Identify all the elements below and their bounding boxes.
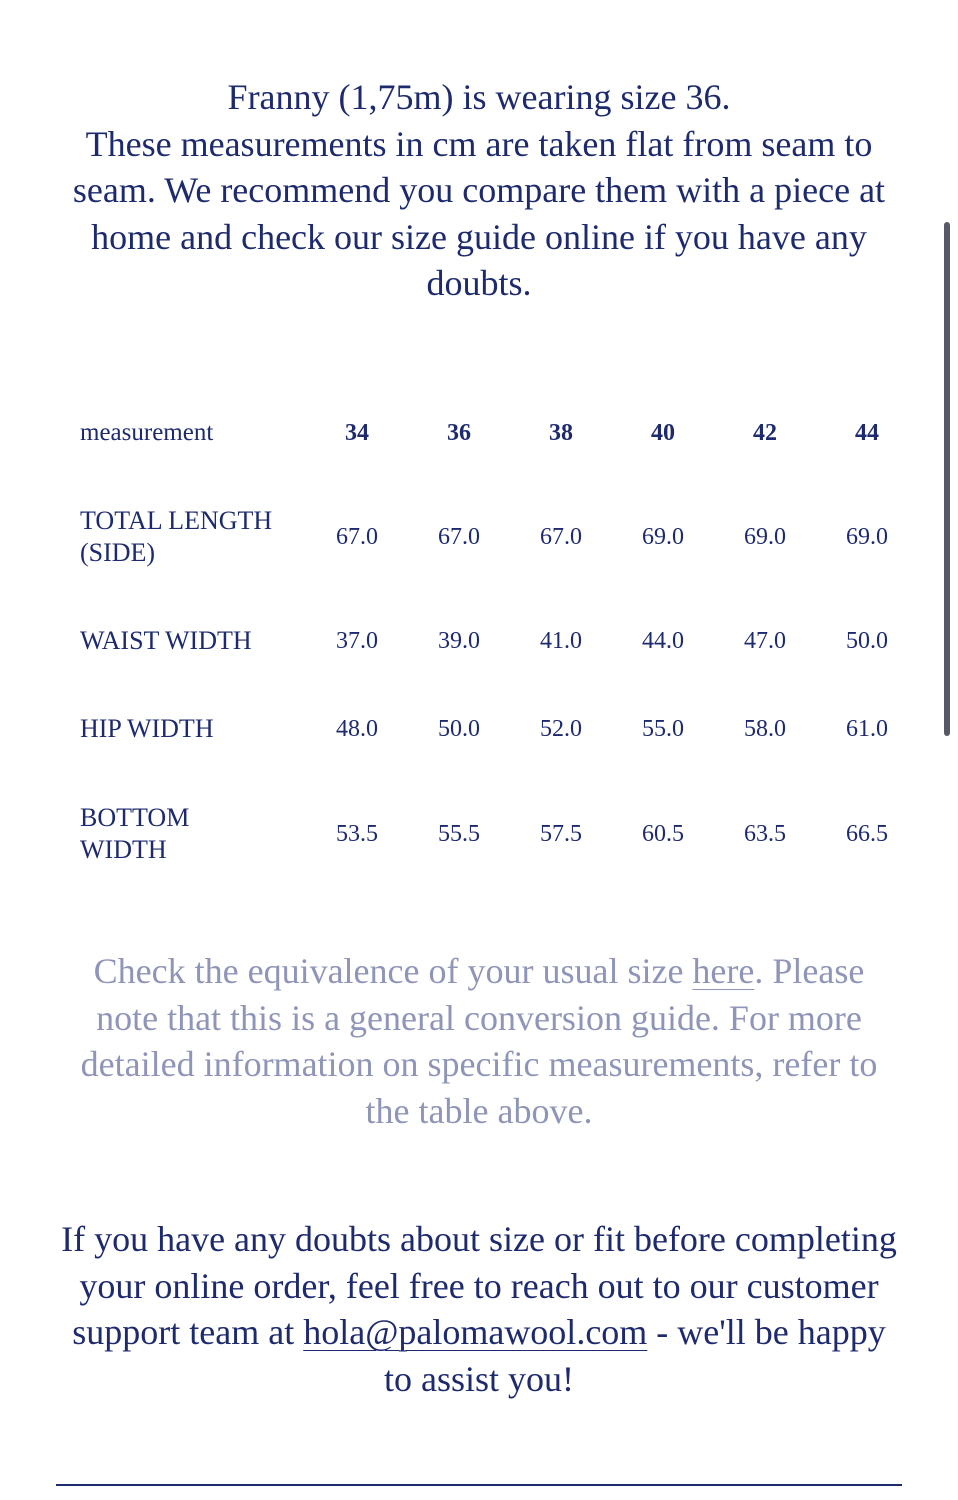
size-guide-link[interactable]: here: [692, 951, 755, 991]
size-conversion-note: [70, 948, 888, 1134]
contact-text: If you have any doubts about size or fit before completing your online order, feel free to reach out to our customer support team at: [61, 1219, 897, 1352]
row-label: HIP WIDTH: [80, 714, 214, 743]
table-cell: 58.0: [744, 715, 786, 742]
table-cell: 69.0: [846, 523, 888, 550]
table-cell: 37.0: [336, 627, 378, 654]
table-cell: 55.5: [438, 820, 480, 847]
row-label: BOTTOM WIDTH: [80, 803, 190, 864]
model-size-text: Franny (1,75m) is wearing size 36.: [227, 77, 731, 117]
table-cell: 61.0: [846, 715, 888, 742]
divider: [56, 1484, 902, 1486]
contact-support-text: [60, 1216, 898, 1402]
support-email-link[interactable]: hola@palomawool.com: [303, 1312, 648, 1352]
table-cell: 50.0: [846, 627, 888, 654]
note-text: . Please note that this is a general conversion guide. For more detailed information on specific measurements, refer to the table above.: [80, 951, 878, 1131]
table-cell: 55.0: [642, 715, 684, 742]
table-row-hip-width: [80, 713, 910, 745]
measurement-header: measurement: [80, 419, 214, 446]
size-header: 40: [651, 419, 675, 446]
size-info-intro: [60, 74, 898, 307]
size-header: 44: [855, 419, 879, 446]
table-cell: 52.0: [540, 715, 582, 742]
table-cell: 57.5: [540, 820, 582, 847]
table-cell: 67.0: [438, 523, 480, 550]
table-cell: 41.0: [540, 627, 582, 654]
size-header: 38: [549, 419, 573, 446]
measurement-instructions: These measurements in cm are taken flat from seam to seam. We recommend you compare them with a piece at home and check our size guide online if you have any doubts.: [72, 123, 886, 303]
table-cell: 53.5: [336, 820, 378, 847]
table-row-bottom-width: [80, 802, 910, 866]
row-label: WAIST WIDTH: [80, 626, 252, 655]
note-text: Check the equivalence of your usual size: [93, 951, 693, 991]
table-cell: 63.5: [744, 820, 786, 847]
table-cell: 48.0: [336, 715, 378, 742]
table-cell: 67.0: [336, 523, 378, 550]
size-header: 34: [345, 419, 369, 446]
table-cell: 66.5: [846, 820, 888, 847]
row-label: TOTAL LENGTH (SIDE): [80, 506, 273, 567]
size-header: 36: [447, 419, 471, 446]
scrollbar[interactable]: [944, 222, 950, 736]
table-cell: 69.0: [744, 523, 786, 550]
table-cell: 44.0: [642, 627, 684, 654]
table-cell: 47.0: [744, 627, 786, 654]
table-cell: 39.0: [438, 627, 480, 654]
table-row-total-length: [80, 505, 910, 569]
size-header: 42: [753, 419, 777, 446]
table-row-waist-width: [80, 625, 910, 657]
table-header-row: [80, 417, 910, 449]
contact-text: - we'll be happy to assist you!: [383, 1312, 886, 1399]
table-cell: 60.5: [642, 820, 684, 847]
table-cell: 67.0: [540, 523, 582, 550]
table-cell: 69.0: [642, 523, 684, 550]
table-cell: 50.0: [438, 715, 480, 742]
